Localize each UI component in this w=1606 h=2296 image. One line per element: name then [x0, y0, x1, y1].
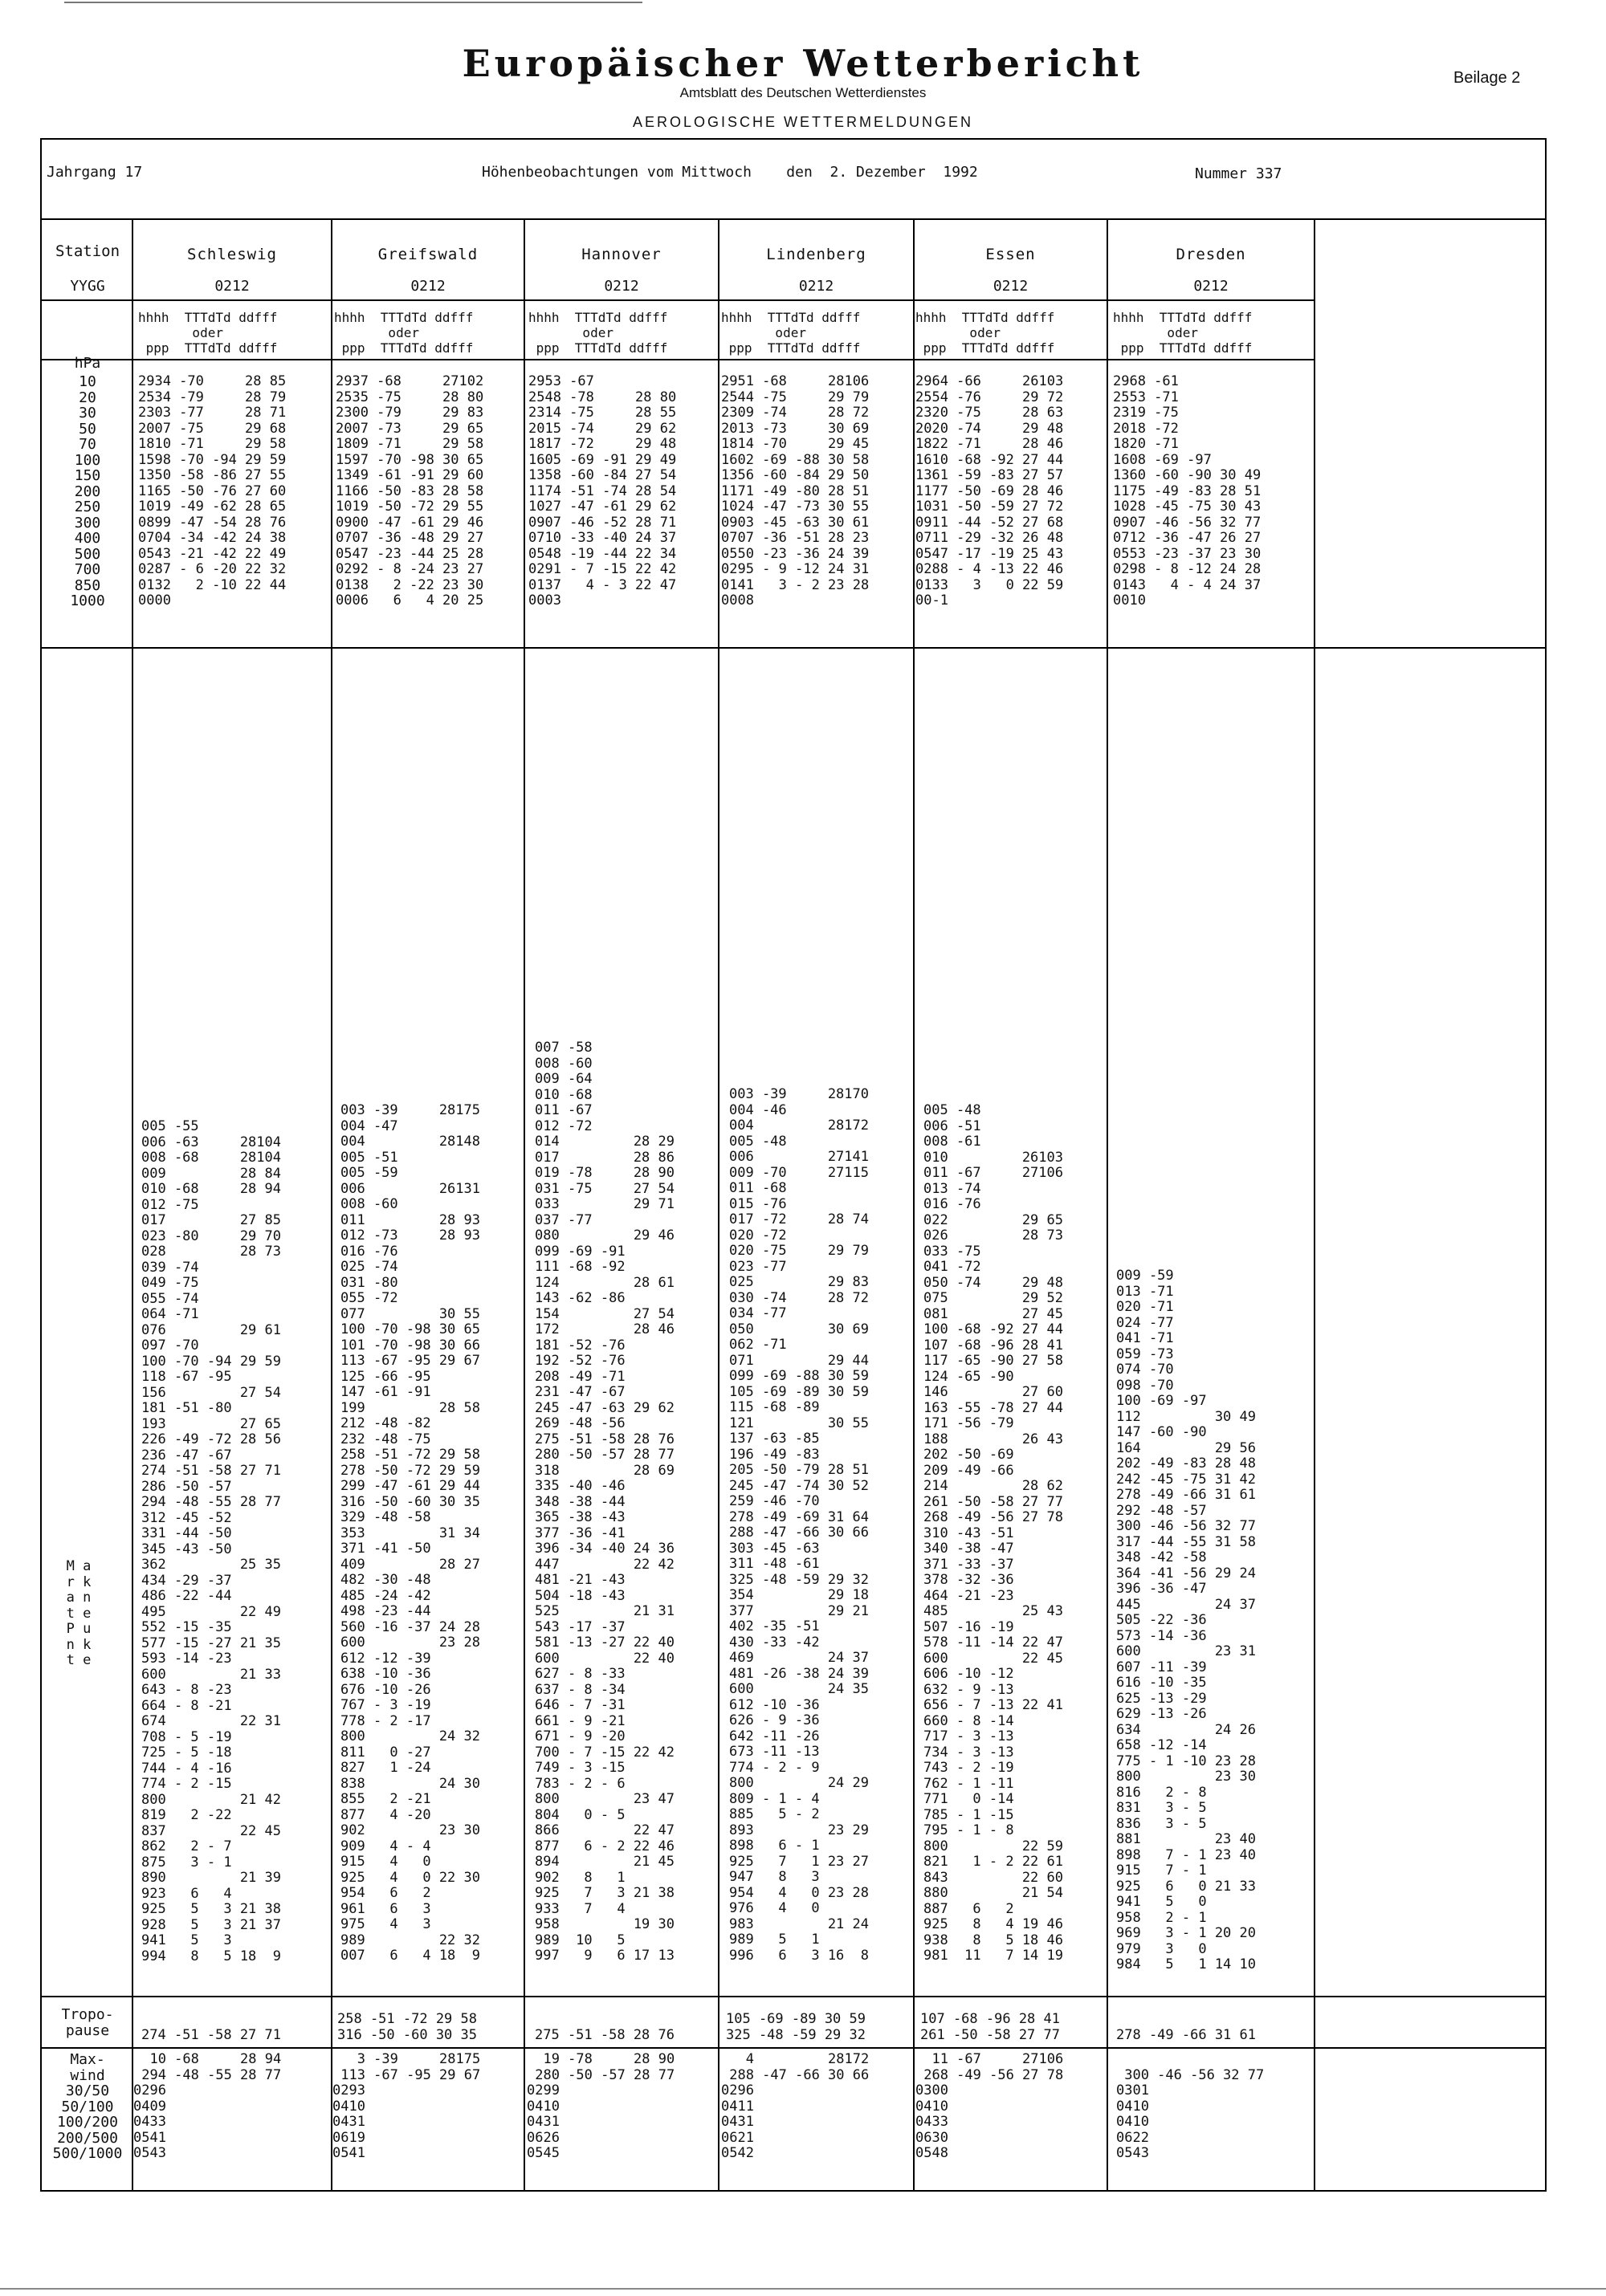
tropopause-data: 105 -69 -89 30 59 325 -48 -59 29 32	[726, 2011, 866, 2043]
colhead-divider	[40, 359, 1314, 360]
tropopause-data: 274 -51 -58 27 71	[141, 2026, 281, 2043]
col-divider	[913, 218, 915, 2192]
station-name: Dresden	[1176, 246, 1246, 263]
col-divider	[524, 218, 525, 2192]
col-divider	[1107, 218, 1108, 2192]
levels-divider	[40, 647, 1547, 649]
maxwind-data: 11 -67 27106 268 -49 -56 27 78 0300 0410 0433 0630 0548	[915, 2051, 1064, 2161]
points-divider	[40, 1996, 1547, 1997]
page-subtitle: Amtsblatt des Deutschen Wetterdienstes	[679, 85, 927, 100]
significant-points: 003 -39 28170 004 -46 004 28172 005 -48 006 27141 009 -70 27115 011 -68 015 -76 017 -72 28 74 020 -72 020 -75 29 79 023 -77 025 29 83 030 -74 28 72 034 -77 050 30 69 062 -71 071 29 44 099 -69 -88 30 59 105 -69 -89 30 59 115 -68 -89 121 30 55 137 -63 -85 196 -49 -83 205 -50 -79 28 51 245 -47 -74 30 52 259 -46 -70 278 -49 -69 31 64 288 -47 -66 30 66 303 -45 -63 311 -48 -61 325 -48 -59 29 32 354 29 18 377 29 21 402 -35 -51 430 -33 -42 469 24 37 481 -26 -38 24 39 600 24 35 612 -10 -36 626 - 9 -36 642 -11 -26 673 -11 -13 774 - 2 - 9 800 24 29 809 - 1 - 4 885 5 - 2 893 23 29 898 6 - 1 925 7 1 23 27 947 8 3 954 4 0 23 28 976 4 0 983 21 24 989 5 1 996 6 3 16 8	[729, 1086, 869, 1964]
tropopause-divider	[40, 2047, 1547, 2049]
maxwind-data: 3 -39 28175 113 -67 -95 29 67 0293 0410 0431 0619 0541	[332, 2051, 481, 2161]
station-name: Greifswald	[377, 246, 479, 263]
station-name: Lindenberg	[766, 246, 866, 263]
standard-levels: 2968 -61 2553 -71 2319 -75 2018 -72 1820 -71 1608 -69 -97 1360 -60 -90 30 49 1175 -49 -83 28 51 1028 -45 -75 30 43 0907 -46 -56 32 77 0712 -36 -47 26 27 0553 -23 -37 23 30 0298 - 8 -12 24 28 0143 4 - 4 24 37 0010	[1113, 373, 1262, 609]
col-divider	[1314, 218, 1315, 2192]
significant-points: 003 -39 28175 004 -47 004 28148 005 -51 005 -59 006 26131 008 -60 011 28 93 012 -73 28 93 016 -76 025 -74 031 -80 055 -72 077 30 55 100 -70 -98 30 65 101 -70 -98 30 66 113 -67 -95 29 67 125 -66 -95 147 -61 -91 199 28 58 212 -48 -82 232 -48 -75 258 -51 -72 29 58 278 -50 -72 29 59 299 -47 -61 29 44 316 -50 -60 30 35 329 -48 -58 353 31 34 371 -41 -50 409 28 27 482 -30 -48 485 -24 -42 498 -23 -44 560 -16 -37 24 28 600 23 28 612 -12 -39 638 -10 -36 676 -10 -26 767 - 3 -19 778 - 2 -17 800 24 32 811 0 -27 827 1 -24 838 24 30 855 2 -21 877 4 -20 902 23 30 909 4 - 4 915 4 0 925 4 0 22 30 954 6 2 961 6 3 975 4 3 989 22 32 007 6 4 18 9	[340, 1102, 480, 1964]
maxwind-data: 10 -68 28 94 294 -48 -55 28 77 0296 0409 0433 0541 0543	[133, 2051, 282, 2161]
markante-punkte-label: M a r k a n t e P u n k t e	[66, 1558, 92, 1668]
column-header: hhhh TTTdTd ddfff oder ppp TTTdTd ddfff	[528, 310, 668, 356]
maxwind-data: 19 -78 28 90 280 -50 -57 28 77 0299 0410 0431 0626 0545	[527, 2051, 675, 2161]
station-yygg: 0212	[214, 278, 250, 295]
significant-points: 007 -58 008 -60 009 -64 010 -68 011 -67 012 -72 014 28 29 017 28 86 019 -78 28 90 031 -75 27 54 033 29 71 037 -77 080 29 46 099 -69 -91 111 -68 -92 124 28 61 143 -62 -86 154 27 54 172 28 46 181 -52 -76 192 -52 -76 208 -49 -71 231 -47 -67 245 -47 -63 29 62 269 -48 -56 275 -51 -58 28 76 280 -50 -57 28 77 318 28 69 335 -40 -46 348 -38 -44 365 -38 -43 377 -36 -41 396 -34 -40 24 36 447 22 42 481 -21 -43 504 -18 -43 525 21 31 543 -17 -37 581 -13 -27 22 40 600 22 40 627 - 8 -33 637 - 8 -34 646 - 7 -31 661 - 9 -21 671 - 9 -20 700 - 7 -15 22 42 749 - 3 -15 783 - 2 - 6 800 23 47 804 0 - 5 866 22 47 877 6 - 2 22 46 894 21 45 902 8 1 925 7 3 21 38 933 7 4 958 19 30 989 10 5 997 9 6 17 13	[535, 1040, 675, 1964]
station-divider	[40, 299, 1314, 301]
standard-levels: 2937 -68 27102 2535 -75 28 80 2300 -79 29 83 2007 -73 29 65 1809 -71 29 58 1597 -70 -98 30 65 1349 -61 -91 29 60 1166 -50 -83 28 58 1019 -50 -72 29 55 0900 -47 -61 29 46 0707 -36 -48 29 27 0547 -23 -44 25 28 0292 - 8 -24 23 27 0138 2 -22 23 30 0006 6 4 20 25	[336, 373, 484, 609]
pressure-levels: 10 20 30 50 70 100 150 200 250 300 400 500 700 850 1000	[70, 373, 105, 609]
column-header: hhhh TTTdTd ddfff oder ppp TTTdTd ddfff	[721, 310, 861, 356]
maxwind-label: Max- wind 30/50 50/100 100/200 200/500 500/1000	[52, 2051, 123, 2162]
station-yygg: 0212	[1193, 278, 1229, 295]
column-header: hhhh TTTdTd ddfff oder ppp TTTdTd ddfff	[1113, 310, 1253, 356]
top-rule	[64, 2, 642, 3]
hpa-label: hPa	[74, 355, 101, 372]
tropopause-data: 278 -49 -66 31 61	[1116, 2026, 1256, 2043]
standard-levels: 2953 -67 2548 -78 28 80 2314 -75 28 55 2015 -74 29 62 1817 -72 29 48 1605 -69 -91 29 49 1358 -60 -84 27 54 1174 -51 -74 28 54 1027 -47 -61 29 62 0907 -46 -52 28 71 0710 -33 -40 24 37 0548 -19 -44 22 34 0291 - 7 -15 22 42 0137 4 - 3 22 47 0003	[528, 373, 677, 609]
volume-label: Jahrgang 17	[47, 164, 143, 181]
bottom-rule	[0, 2288, 1606, 2290]
column-header: hhhh TTTdTd ddfff oder ppp TTTdTd ddfff	[334, 310, 474, 356]
standard-levels: 2951 -68 28106 2544 -75 29 79 2309 -74 28 72 2013 -73 30 69 1814 -70 29 45 1602 -69 -88 30 58 1356 -60 -84 29 50 1171 -49 -80 28 51 1024 -47 -73 30 55 0903 -45 -63 30 61 0707 -36 -51 28 23 0550 -23 -36 24 39 0295 - 9 -12 24 31 0141 3 - 2 23 28 0008	[721, 373, 870, 609]
col-divider	[331, 218, 332, 2192]
station-label: Station	[55, 242, 120, 260]
significant-points: 005 -55 006 -63 28104 008 -68 28104 009 28 84 010 -68 28 94 012 -75 017 27 85 023 -80 29 70 028 28 73 039 -74 049 -75 055 -74 064 -71 076 29 61 097 -70 100 -70 -94 29 59 118 -67 -95 156 27 54 181 -51 -80 193 27 65 226 -49 -72 28 56 236 -47 -67 274 -51 -58 27 71 286 -50 -57 294 -48 -55 28 77 312 -45 -52 331 -44 -50 345 -43 -50 362 25 35 434 -29 -37 486 -22 -44 495 22 49 552 -15 -35 577 -15 -27 21 35 593 -14 -23 600 21 33 643 - 8 -23 664 - 8 -21 674 22 31 708 - 5 -19 725 - 5 -18 744 - 4 -16 774 - 2 -15 800 21 42 819 2 -22 837 22 45 862 2 - 7 875 3 - 1 890 21 39 923 6 4 925 5 3 21 38 928 5 3 21 37 941 5 3 994 8 5 18 9	[141, 1118, 281, 1964]
tropopause-data: 275 -51 -58 28 76	[535, 2026, 675, 2043]
supplement-label: Beilage 2	[1453, 69, 1521, 87]
col-divider	[718, 218, 719, 2192]
station-yygg: 0212	[604, 278, 639, 295]
station-yygg: 0212	[798, 278, 834, 295]
significant-points: 005 -48 006 -51 008 -61 010 26103 011 -67 27106 013 -74 016 -76 022 29 65 026 28 73 033 -75 041 -72 050 -74 29 48 075 29 52 081 27 45 100 -68 -92 27 44 107 -68 -96 28 41 117 -65 -90 27 58 124 -65 -90 146 27 60 163 -55 -78 27 44 171 -56 -79 188 26 43 202 -50 -69 209 -49 -66 214 28 62 261 -50 -58 27 77 268 -49 -56 27 78 310 -43 -51 340 -38 -47 371 -33 -37 378 -32 -36 464 -21 -23 485 25 43 507 -16 -19 578 -11 -14 22 47 600 22 45 606 -10 -12 632 - 9 -13 656 - 7 -13 22 41 660 - 8 -14 717 - 3 -13 734 - 3 -13 743 - 2 -19 762 - 1 -11 771 0 -14 785 - 1 -15 795 - 1 - 8 800 22 59 821 1 - 2 22 61 843 22 60 880 21 54 887 6 2 925 8 4 19 46 938 8 5 18 46 981 11 7 14 19	[923, 1102, 1063, 1964]
standard-levels: 2934 -70 28 85 2534 -79 28 79 2303 -77 28 71 2007 -75 29 68 1810 -71 29 58 1598 -70 -94 29 59 1350 -58 -86 27 55 1165 -50 -76 27 60 1019 -49 -62 28 65 0899 -47 -54 28 76 0704 -34 -42 24 38 0543 -21 -42 22 49 0287 - 6 -20 22 32 0132 2 -10 22 44 0000	[138, 373, 287, 609]
page-title: Europäischer Wetterbericht	[462, 42, 1144, 85]
tropopause-data: 107 -68 -96 28 41 261 -50 -58 27 77	[920, 2011, 1060, 2043]
station-name: Hannover	[581, 246, 662, 263]
significant-points: 009 -59 013 -71 020 -71 024 -77 041 -71 059 -73 074 -70 098 -70 100 -69 -97 112 30 49 147 -60 -90 164 29 56 202 -49 -83 28 48 242 -45 -75 31 42 278 -49 -66 31 61 292 -48 -57 300 -46 -56 32 77 317 -44 -55 31 58 348 -42 -58 364 -41 -56 29 24 396 -36 -47 445 24 37 505 -22 -36 573 -14 -36 600 23 31 607 -11 -39 616 -10 -35 625 -13 -29 629 -13 -26 634 24 26 658 -12 -14 775 - 1 -10 23 28 800 23 30 816 2 - 8 831 3 - 5 836 3 - 5 881 23 40 898 7 - 1 23 40 915 7 - 1 925 6 0 21 33 941 5 0 958 2 - 1 969 3 - 1 20 20 979 3 0 984 5 1 14 10	[1116, 1268, 1256, 1972]
standard-levels: 2964 -66 26103 2554 -76 29 72 2320 -75 28 63 2020 -74 29 48 1822 -71 28 46 1610 -68 -92 27 44 1361 -59 -83 27 57 1177 -50 -69 28 46 1031 -50 -59 27 72 0911 -44 -52 27 68 0711 -29 -32 26 48 0547 -17 -19 25 43 0288 - 4 -13 22 46 0133 3 0 22 59 00-1	[915, 373, 1064, 609]
yygg-label: YYGG	[70, 278, 105, 295]
issue-number: Nummer 337	[1195, 165, 1282, 182]
col-divider	[132, 218, 133, 2192]
station-name: Schleswig	[187, 246, 277, 263]
observation-date: Höhenbeobachtungen vom Mittwoch den 2. Dezember 1992	[482, 164, 978, 181]
column-header: hhhh TTTdTd ddfff oder ppp TTTdTd ddfff	[138, 310, 278, 356]
station-yygg: 0212	[410, 278, 446, 295]
station-name: Essen	[985, 246, 1036, 263]
maxwind-data: 4 28172 288 -47 -66 30 66 0296 0411 0431 0621 0542	[721, 2051, 870, 2161]
tropopause-data: 258 -51 -72 29 58 316 -50 -60 30 35	[337, 2011, 477, 2043]
section-title: AEROLOGISCHE WETTERMELDUNGEN	[632, 114, 974, 130]
tropopause-label: Tropo- pause	[61, 2006, 114, 2039]
column-header: hhhh TTTdTd ddfff oder ppp TTTdTd ddfff	[915, 310, 1055, 356]
header-divider	[40, 218, 1547, 220]
maxwind-data: 300 -46 -56 32 77 0301 0410 0410 0622 0543	[1116, 2066, 1265, 2161]
station-yygg: 0212	[993, 278, 1029, 295]
